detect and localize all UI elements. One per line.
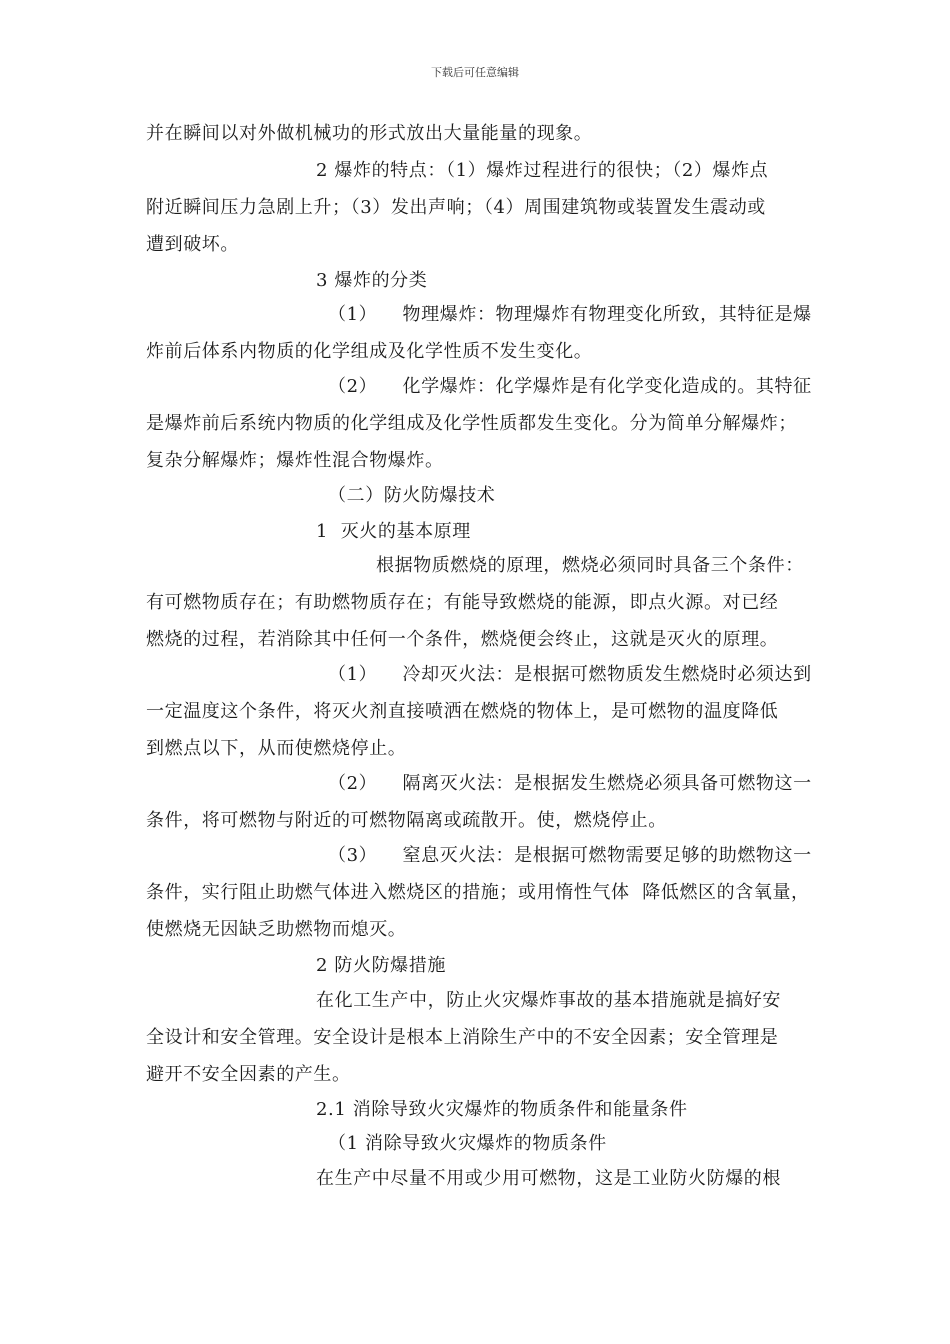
body-line: （1） 物理爆炸：物理爆炸有物理变化所致，其特征是爆: [328, 304, 812, 325]
body-line: 遭到破坏。: [146, 234, 239, 255]
section-heading: 1 灭火的基本原理: [316, 521, 471, 542]
body-line: （2） 化学爆炸：化学爆炸是有化学变化造成的。其特征: [328, 376, 812, 397]
body-line: 并在瞬间以对外做机械功的形式放出大量能量的现象。: [146, 123, 593, 144]
body-line: 2 爆炸的特点：（1）爆炸过程进行的很快；（2）爆炸点: [316, 160, 769, 181]
body-line: 在化工生产中，防止火灾爆炸事故的基本措施就是搞好安: [316, 990, 781, 1011]
body-line: 复杂分解爆炸；爆炸性混合物爆炸。: [146, 450, 444, 471]
body-line: 条件，实行阻止助燃气体进入燃烧区的措施；或用惰性气体 降低燃区的含氧量，: [146, 882, 810, 903]
body-line: 炸前后体系内物质的化学组成及化学性质不发生变化。: [146, 341, 593, 362]
section-heading: 3 爆炸的分类: [316, 270, 428, 291]
section-heading: （1 消除导致火灾爆炸的物质条件: [328, 1133, 607, 1154]
body-line: 是爆炸前后系统内物质的化学组成及化学性质都发生变化。分为简单分解爆炸；: [146, 413, 797, 434]
body-line: 根据物质燃烧的原理，燃烧必须同时具备三个条件：: [376, 555, 804, 576]
body-line: 燃烧的过程，若消除其中任何一个条件，燃烧便会终止，这就是灭火的原理。: [146, 629, 779, 650]
body-line: 全设计和安全管理。安全设计是根本上消除生产中的不安全因素；安全管理是: [146, 1027, 779, 1048]
body-line: 附近瞬间压力急剧上升；（3）发出声响；（4）周围建筑物或装置发生震动或: [146, 197, 766, 218]
body-line: （2） 隔离灭火法：是根据发生燃烧必须具备可燃物这一: [328, 773, 812, 794]
body-line: （3） 窒息灭火法：是根据可燃物需要足够的助燃物这一: [328, 845, 812, 866]
section-heading: 2.1 消除导致火灾爆炸的物质条件和能量条件: [316, 1099, 688, 1120]
body-line: 一定温度这个条件，将灭火剂直接喷洒在燃烧的物体上，是可燃物的温度降低: [146, 701, 779, 722]
body-line: 在生产中尽量不用或少用可燃物，这是工业防火防爆的根: [316, 1168, 781, 1189]
body-line: 到燃点以下，从而使燃烧停止。: [146, 738, 407, 759]
body-line: 有可燃物质存在；有助燃物质存在；有能导致燃烧的能源，即点火源。对已经: [146, 592, 779, 613]
body-line: 避开不安全因素的产生。: [146, 1064, 351, 1085]
body-line: （1） 冷却灭火法：是根据可燃物质发生燃烧时必须达到: [328, 664, 812, 685]
page-header: 下载后可任意编辑: [431, 66, 519, 79]
body-line: 条件，将可燃物与附近的可燃物隔离或疏散开。使，燃烧停止。: [146, 810, 667, 831]
section-heading: （二）防火防爆技术: [328, 485, 496, 506]
section-heading: 2 防火防爆措施: [316, 955, 446, 976]
body-line: 使燃烧无因缺乏助燃物而熄灭。: [146, 919, 407, 940]
